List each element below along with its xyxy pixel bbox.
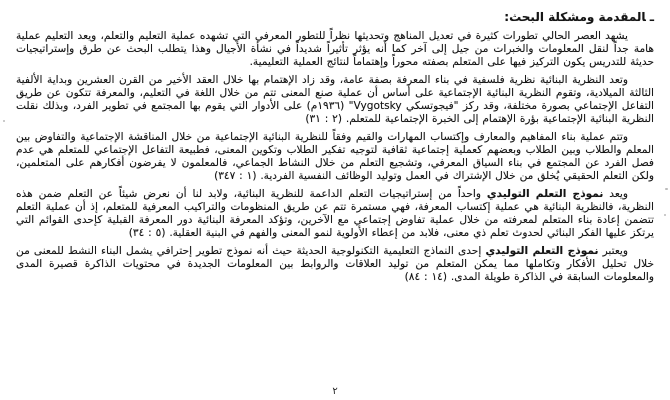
heading-title: المقدمة ومشكلة البحث: — [504, 10, 646, 24]
paragraph-generative-model-technology — [16, 245, 654, 284]
paragraph-text: وتتم عملية بناء المفاهيم والمعارف وإكتساب المهارات والقيم وفقاً للنظرية البنائية الإجتماعية من خلال المناقشة الإجتماعية والتفاوض بين المعلم والطلاب وبين الطلاب وبعضهم كعملية إجتماعية ثقافية لتوجيه تفكير الطلاب وتكوين المعنى، فطبيعة التفاعل الإجتماعي للمتعلم هي عدم فصل الفرد عن المجتمع في بناء السياق المعرفي، وتشجيع التعلم من خلال النشاط الجماعي، فالمعلمون لا يفرضون أفكارهم على المتعلمين، ولكن التعلم الحقيقي يُخلق من خلال الإشتراك في العمل وتوليد الوظائف النفسية الفردية. (١ : ٣٤٧) — [16, 131, 654, 182]
paragraph-bold-term: نموذج التعلم التوليدي — [485, 245, 599, 257]
paragraph-text: واحداً من إستراتيجيات التعلم الداعمة للنظرية البنائية، ولابد لنا أن نعرض شيئاً عن التعلم ضمن هذه النظرية، فالنظرية البنائية هي عملية إكتساب المعرفة، فهي مستمرة تتم عن طريق المنظومات والتراكيب المعرفية للمتعلم، إذ أن عملية التعلم تتضمن إعادة بناء المتعلم لمعرفته من خلال عملية تفاوض إجتماعي مع الآخرين، وتؤكد المعرفة البنائية دور المعرفة القبلية كإحدى القوائم التي يرتكز عليها الفكر البنائي لحدوث تعلم ذي معنى، فلابد من إعطاء الأولوية لنمو المعنى والفهم في البنية العقلية. (٥ : ٣٤) — [16, 188, 654, 239]
paragraph-intro — [16, 30, 654, 69]
paragraph-text: إحدى النماذج التعليمية التكنولوجية الحديثة حيث أنه نموذج تطوير إحترافي يشمل البناء النشط للمعنى من خلال تحليل الأفكار وتكاملها مما يمكن المتعلم من توليد العلاقات والروابط بين المعلومات الجديدة في محتويات الذاكرة قصيرة المدى والمعلومات السابقة في الذاكرة طويلة المدى. (١٤ : ٨٤) — [16, 245, 654, 283]
paragraph-text: يشهد العصر الحالي تطورات كثيرة في تعديل المناهج وتحديثها نظراً للتطور المعرفي التي تشهده عملية التعليم والتعلم، ويعد التعليم عملية هامة جداً لنقل المعلومات والخبرات من جيل إلى آخر كما أنه يؤثر تأثيراً شديداً في نشأة الأجيال وهذا يتطلب البحث عن طرق وإستراتيجيات حديثة للتدريس يكون التركيز فيها على المتعلم بصفته محوراً وإهتماماً لنتائج العملية التعليمية. — [16, 30, 654, 68]
heading-dash: ـ — [649, 10, 654, 24]
paragraph-constructivist-theory — [16, 74, 654, 126]
page-number: ٢ — [332, 386, 338, 397]
paragraph-text: ويعد — [603, 188, 628, 200]
paragraph-generative-learning-model — [16, 188, 654, 240]
scan-speck — [3, 120, 5, 122]
paragraph-text: ويعتبر — [598, 245, 628, 257]
scan-speck — [665, 188, 668, 190]
section-heading — [16, 10, 654, 24]
scan-speck — [664, 214, 666, 216]
document-text-block — [16, 10, 654, 289]
paragraph-social-negotiation — [16, 131, 654, 183]
paragraph-bold-term: نموذج التعلم التوليدي — [486, 188, 604, 200]
paragraph-text: وتعد النظرية البنائية نظرية فلسفية في بناء المعرفة بصفة عامة، وقد زاد الإهتمام بها خلال العقد الأخير من القرن العشرين وبداية الألفية الثالثة الميلادية، وتقوم النظرية البنائية الإجتماعية على أساس أن عملية صنع المعنى تتم من خلال اللغة في التعليم، والمعرفة تتكون عن طريق التفاعل الإجتماعي بصورة مختلفة، وقد ركز "فيجوتسكي Vygotsky" (١٩٣٦م) على الأدوار التي يقوم بها المجتمع في تطوير الفرد، وبذلك نقلت النظرية البنائية الإجتماعية بؤرة الإهتمام إلى الخبرة الإجتماعية للمتعلم. (٢ : ٣١) — [16, 74, 655, 125]
